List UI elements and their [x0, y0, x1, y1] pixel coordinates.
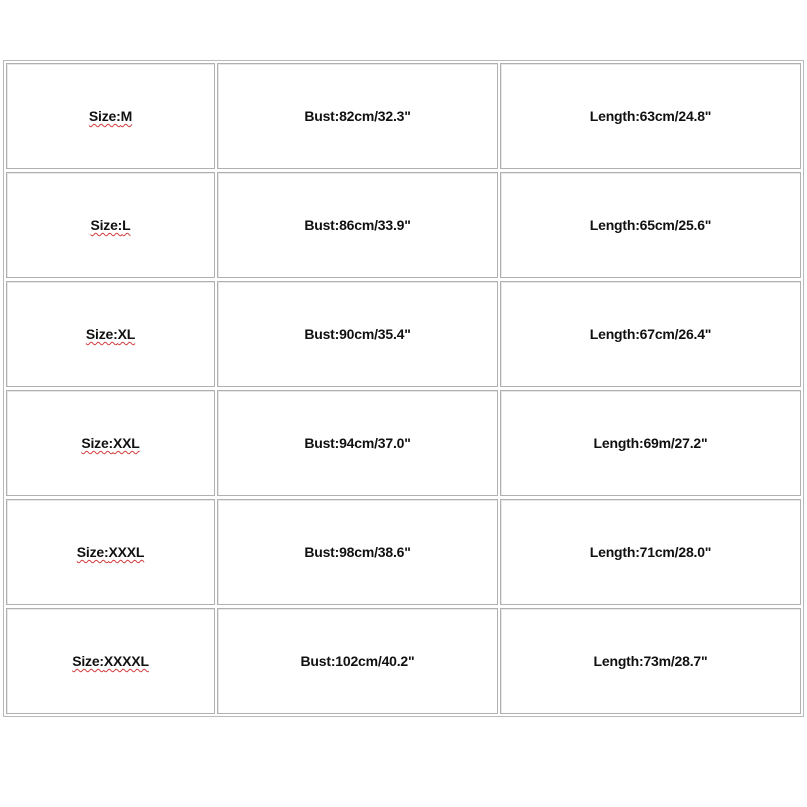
size-cell	[6, 499, 215, 605]
size-value: XXXL	[108, 544, 145, 560]
size-label	[81, 435, 139, 451]
bust-cell	[217, 608, 498, 714]
size-cell	[6, 608, 215, 714]
size-value: L	[122, 217, 131, 233]
size-prefix: Size:	[88, 108, 121, 124]
bust-value: Bust:102cm/40.2"	[300, 653, 415, 669]
size-value: XXL	[113, 435, 140, 451]
size-cell	[6, 172, 215, 278]
bust-value: Bust:98cm/38.6"	[304, 544, 411, 560]
bust-value: Bust:82cm/32.3"	[304, 108, 411, 124]
length-cell	[500, 172, 801, 278]
length-value: Length:71cm/28.0"	[589, 544, 712, 560]
bust-cell	[217, 390, 498, 496]
size-value: M	[120, 108, 133, 124]
length-cell	[500, 390, 801, 496]
size-prefix: Size:	[76, 544, 109, 560]
length-value: Length:69m/27.2"	[593, 435, 708, 451]
size-label	[77, 544, 144, 560]
size-cell	[6, 390, 215, 496]
size-cell	[6, 63, 215, 169]
length-value: Length:67cm/26.4"	[589, 326, 712, 342]
bust-cell	[217, 172, 498, 278]
bust-cell	[217, 499, 498, 605]
size-label	[89, 108, 132, 124]
size-value: XXXXL	[103, 653, 149, 669]
length-cell	[500, 63, 801, 169]
size-prefix: Size:	[85, 326, 118, 342]
length-cell	[500, 281, 801, 387]
size-label	[86, 326, 135, 342]
size-prefix: Size:	[81, 435, 114, 451]
bust-value: Bust:94cm/37.0"	[304, 435, 411, 451]
bust-cell	[217, 281, 498, 387]
size-chart-table	[3, 60, 804, 717]
length-cell	[500, 499, 801, 605]
size-cell	[6, 281, 215, 387]
size-prefix: Size:	[72, 653, 104, 669]
size-label	[72, 653, 149, 669]
size-value: XL	[117, 326, 136, 342]
size-label	[90, 217, 130, 233]
length-value: Length:73m/28.7"	[593, 653, 708, 669]
size-prefix: Size:	[90, 217, 123, 233]
length-value: Length:63cm/24.8"	[589, 108, 712, 124]
length-value: Length:65cm/25.6"	[589, 217, 712, 233]
bust-cell	[217, 63, 498, 169]
bust-value: Bust:86cm/33.9"	[304, 217, 411, 233]
length-cell	[500, 608, 801, 714]
bust-value: Bust:90cm/35.4"	[304, 326, 411, 342]
